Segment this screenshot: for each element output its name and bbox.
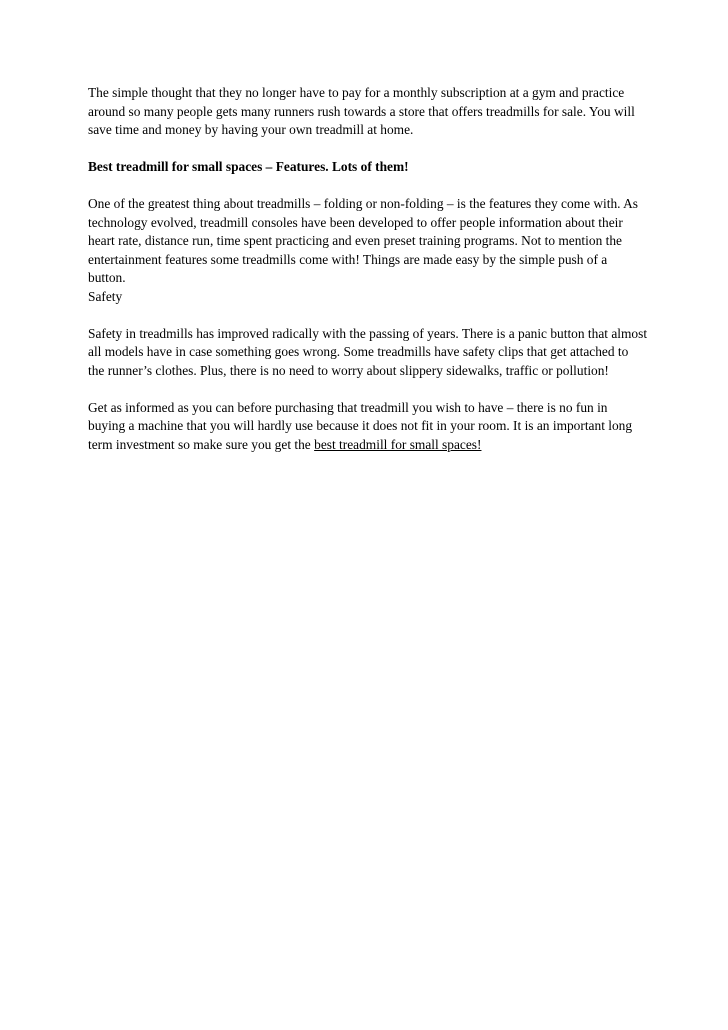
safety-paragraph: Safety in treadmills has improved radically with the passing of years. There is a panic button that almost all models have in case something goes wrong. Some treadmills have safety clips that get attached to the runner’s clothes. Plus, there is no need to worry about slippery sidewalks, traffic or pollution! (88, 325, 648, 378)
intro-paragraph: The simple thought that they no longer have to pay for a monthly subscription at a gym and practice around so many people gets many runners rush towards a store that offers treadmills for sale. You will save time and money by having your own treadmill at home. (88, 85, 635, 137)
best-treadmill-link[interactable]: best treadmill for small spaces! (314, 436, 482, 452)
document-body (88, 84, 648, 473)
features-heading: Best treadmill for small spaces – Features. Lots of them! (88, 159, 409, 174)
closing-paragraph-text: Get as informed as you can before purchasing that treadmill you wish to have – there is no fun in buying a machine that you will hardly use because it does not fit in your room. It is an important long term investment so make sure you get the (88, 399, 633, 452)
safety-label: Safety (88, 288, 123, 304)
closing-paragraph (88, 399, 648, 455)
features-paragraph: One of the greatest thing about treadmills – folding or non-folding – is the features they come with. As technology evolved, treadmill consoles have been developed to offer people information about their heart rate, distance run, time spent practicing and even preset training programs. Not to mention the entertainment features some treadmills come with! Things are made easy by the simple push of a button. (88, 196, 639, 285)
